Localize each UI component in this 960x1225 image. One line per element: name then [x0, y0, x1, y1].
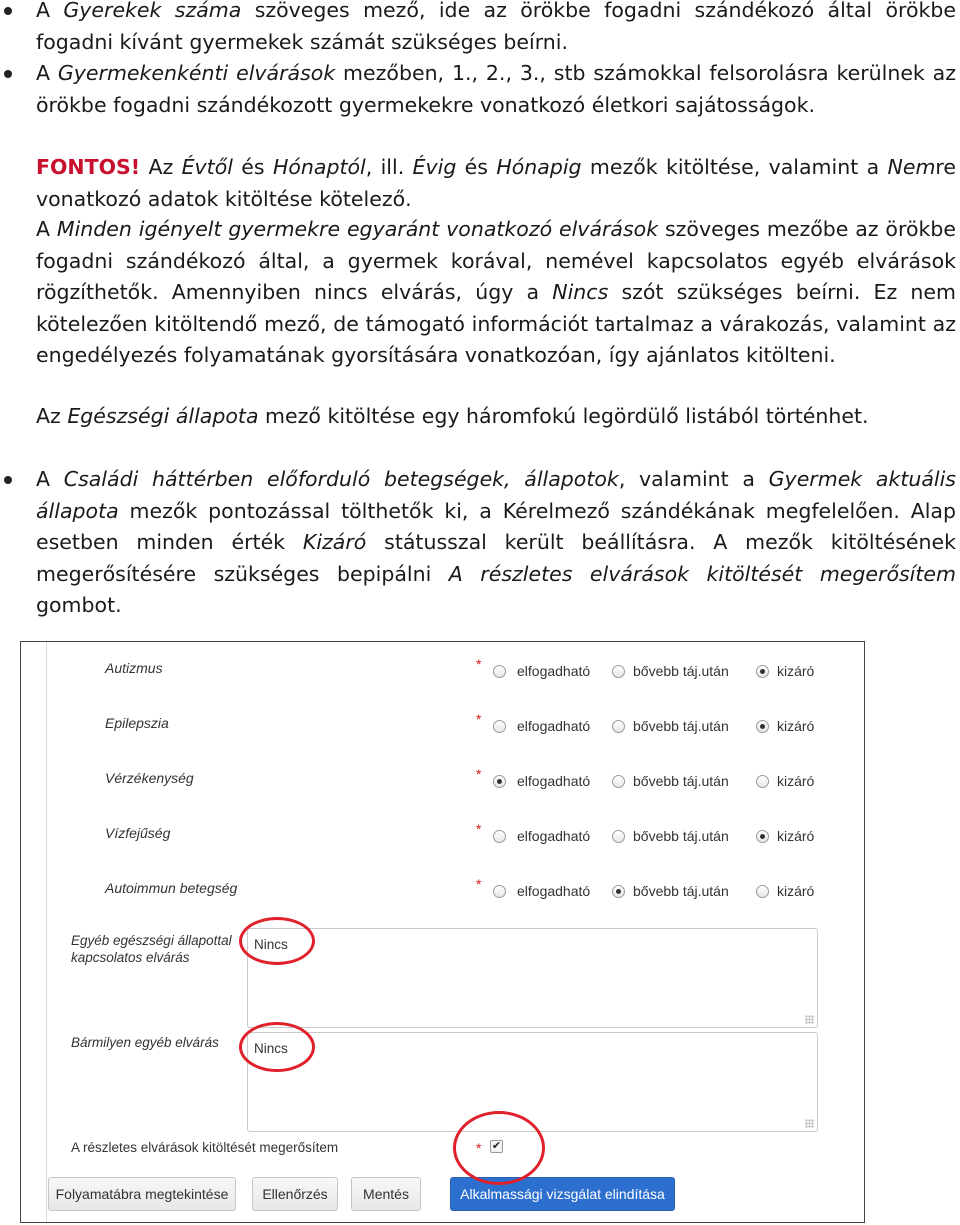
radio-option[interactable]: [493, 885, 506, 898]
radio-option-label: kizáró: [777, 773, 815, 789]
radio-option-label: kizáró: [777, 828, 815, 844]
text: mező kitöltése egy háromfokú legördülő listából történhet.: [258, 404, 869, 428]
text: Az: [36, 404, 68, 428]
bullet-marker: [4, 476, 12, 484]
paragraph-expectations-per-child: [36, 58, 956, 121]
save-button[interactable]: Mentés: [351, 1177, 421, 1211]
important-label: FONTOS!: [36, 155, 141, 179]
other-health-expectation-textarea[interactable]: [247, 928, 818, 1028]
required-mark: *: [476, 1140, 482, 1156]
label-line: Egyéb egészségi állapottal: [71, 933, 232, 948]
radio-option[interactable]: [493, 775, 506, 788]
required-mark: *: [476, 766, 482, 782]
textarea-value: Nincs: [254, 1041, 288, 1056]
paragraph-health-status: [36, 401, 956, 433]
field-name: Gyermek aktuális állapota: [36, 467, 956, 523]
radio-option[interactable]: [612, 665, 625, 678]
radio-option-label: bővebb táj.után: [633, 828, 729, 844]
field-name: Hónapig: [496, 155, 582, 179]
radio-option-label: kizáró: [777, 718, 815, 734]
field-name: Nem: [887, 155, 936, 179]
condition-label: Autizmus: [105, 660, 163, 676]
flowchart-preview-button[interactable]: Folyamatábra megtekintése: [48, 1177, 236, 1211]
text: A: [36, 0, 64, 22]
text: A: [36, 467, 64, 491]
check-button[interactable]: Ellenőrzés: [252, 1177, 338, 1211]
field-name: Évig: [412, 155, 457, 179]
textarea-value: Nincs: [254, 937, 288, 952]
field-name: Hónaptól: [272, 155, 366, 179]
radio-option-label: elfogadható: [517, 663, 591, 679]
radio-option-label: kizáró: [777, 663, 815, 679]
radio-option[interactable]: [612, 775, 625, 788]
radio-option-label: bővebb táj.után: [633, 663, 729, 679]
text: mezők pontozással tölthetők ki, a Kérelmező szándékának megfelelően. Alap esetben minden érték: [36, 498, 956, 554]
radio-option[interactable]: [612, 885, 625, 898]
text: Az: [140, 155, 182, 179]
text: A: [36, 61, 58, 85]
radio-option[interactable]: [493, 830, 506, 843]
radio-option-label: elfogadható: [517, 773, 591, 789]
form-screenshot: [20, 641, 865, 1223]
required-mark: *: [476, 656, 482, 672]
radio-option-label: bővebb táj.után: [633, 718, 729, 734]
label-text: A részletes elvárások kitöltését megerősítem: [71, 1140, 339, 1155]
text: szót szükséges beírni. Ez nem kötelezően kitöltendő mező, de támogató információt tartalmaz a várakozás, valamint az engedélyezés folyamatának gyorsítására vonatkozóan, így ajánlatos kitölteni.: [36, 280, 956, 367]
highlight-ring: [239, 917, 315, 965]
text: A: [36, 217, 57, 241]
text: re vonatkozó adatok kitöltése kötelező.: [36, 155, 957, 211]
text: és: [456, 155, 497, 179]
paragraph-family-background: [36, 464, 956, 622]
field-name: Gyermekenkénti elvárások: [57, 61, 336, 85]
radio-option-label: elfogadható: [517, 828, 591, 844]
any-other-expectation-textarea[interactable]: [247, 1032, 818, 1132]
label-text: Bármilyen egyéb elvárás: [71, 1035, 219, 1050]
text: , valamint a: [618, 467, 769, 491]
text: szöveges mezőbe az örökbe fogadni szándékozó által, a gyermek korával, nemével kapcsolatos egyéb elvárások rögzíthetők. Amennyiben nincs elvárás, úgy a: [36, 217, 956, 304]
text: és: [232, 155, 273, 179]
paragraph-important-note: [36, 152, 956, 215]
resize-grip-icon[interactable]: [805, 1015, 814, 1024]
radio-option[interactable]: [612, 720, 625, 733]
field-name: Gyerekek száma: [63, 0, 242, 22]
label-line: kapcsolatos elvárás: [71, 950, 190, 965]
other-health-expectation-label: [71, 932, 232, 966]
field-name: Kizáró: [302, 530, 367, 554]
text: mezőben, 1., 2., 3., stb számokkal felsorolásra kerülnek az örökbe fogadni szándékozott gyermekekre vonatkozó életkori sajátosságok.: [36, 61, 956, 117]
confirm-label: [71, 1139, 338, 1156]
required-mark: *: [476, 711, 482, 727]
condition-label: Vízfejűség: [105, 825, 171, 841]
radio-option-label: bővebb táj.után: [633, 883, 729, 899]
radio-option[interactable]: [756, 830, 769, 843]
resize-grip-icon[interactable]: [805, 1119, 814, 1128]
bullet-marker: [4, 7, 12, 15]
radio-option[interactable]: [756, 720, 769, 733]
radio-option-label: elfogadható: [517, 883, 591, 899]
text: státusszal került beállításra. A mezők kitöltésének megerősítésére szükséges bepipálni: [36, 530, 956, 586]
any-other-expectation-label: [71, 1034, 219, 1051]
required-mark: *: [476, 876, 482, 892]
text: gombot.: [36, 593, 122, 617]
radio-option[interactable]: [756, 665, 769, 678]
condition-label: Vérzékenység: [105, 770, 194, 786]
field-name: Évtől: [181, 155, 233, 179]
field-name: A részletes elvárások kitöltését megerősítem: [448, 561, 956, 586]
radio-option[interactable]: [756, 885, 769, 898]
required-mark: *: [476, 821, 482, 837]
confirm-checkbox[interactable]: ✔: [491, 1140, 502, 1152]
radio-option[interactable]: [612, 830, 625, 843]
text: mezők kitöltése, valamint a: [581, 155, 888, 179]
highlight-ring: [453, 1111, 545, 1185]
condition-label: Autoimmun betegség: [105, 880, 238, 896]
radio-option[interactable]: [756, 775, 769, 788]
paragraph-children-count: [36, 0, 956, 58]
radio-option[interactable]: [493, 720, 506, 733]
field-name: Egészségi állapota: [67, 404, 259, 428]
text: szöveges mező, ide az örökbe fogadni szándékozó által örökbe fogadni kívánt gyermekek számát szükséges beírni.: [36, 0, 956, 54]
highlight-ring: [239, 1022, 315, 1072]
field-name: Nincs: [552, 280, 609, 304]
radio-option[interactable]: [493, 665, 506, 678]
radio-option-label: elfogadható: [517, 718, 591, 734]
radio-option-label: bővebb táj.után: [633, 773, 729, 789]
text: , ill.: [365, 155, 413, 179]
paragraph-general-expectations: [36, 214, 956, 372]
start-eligibility-test-button[interactable]: Alkalmassági vizsgálat elindítása: [450, 1177, 675, 1211]
field-name: Családi háttérben előforduló betegségek, állapotok: [63, 467, 619, 491]
condition-label: Epilepszia: [105, 715, 169, 731]
radio-option-label: kizáró: [777, 883, 815, 899]
bullet-marker: [4, 70, 12, 78]
field-name: Minden igényelt gyermekre egyaránt vonatkozó elvárások: [56, 217, 659, 241]
